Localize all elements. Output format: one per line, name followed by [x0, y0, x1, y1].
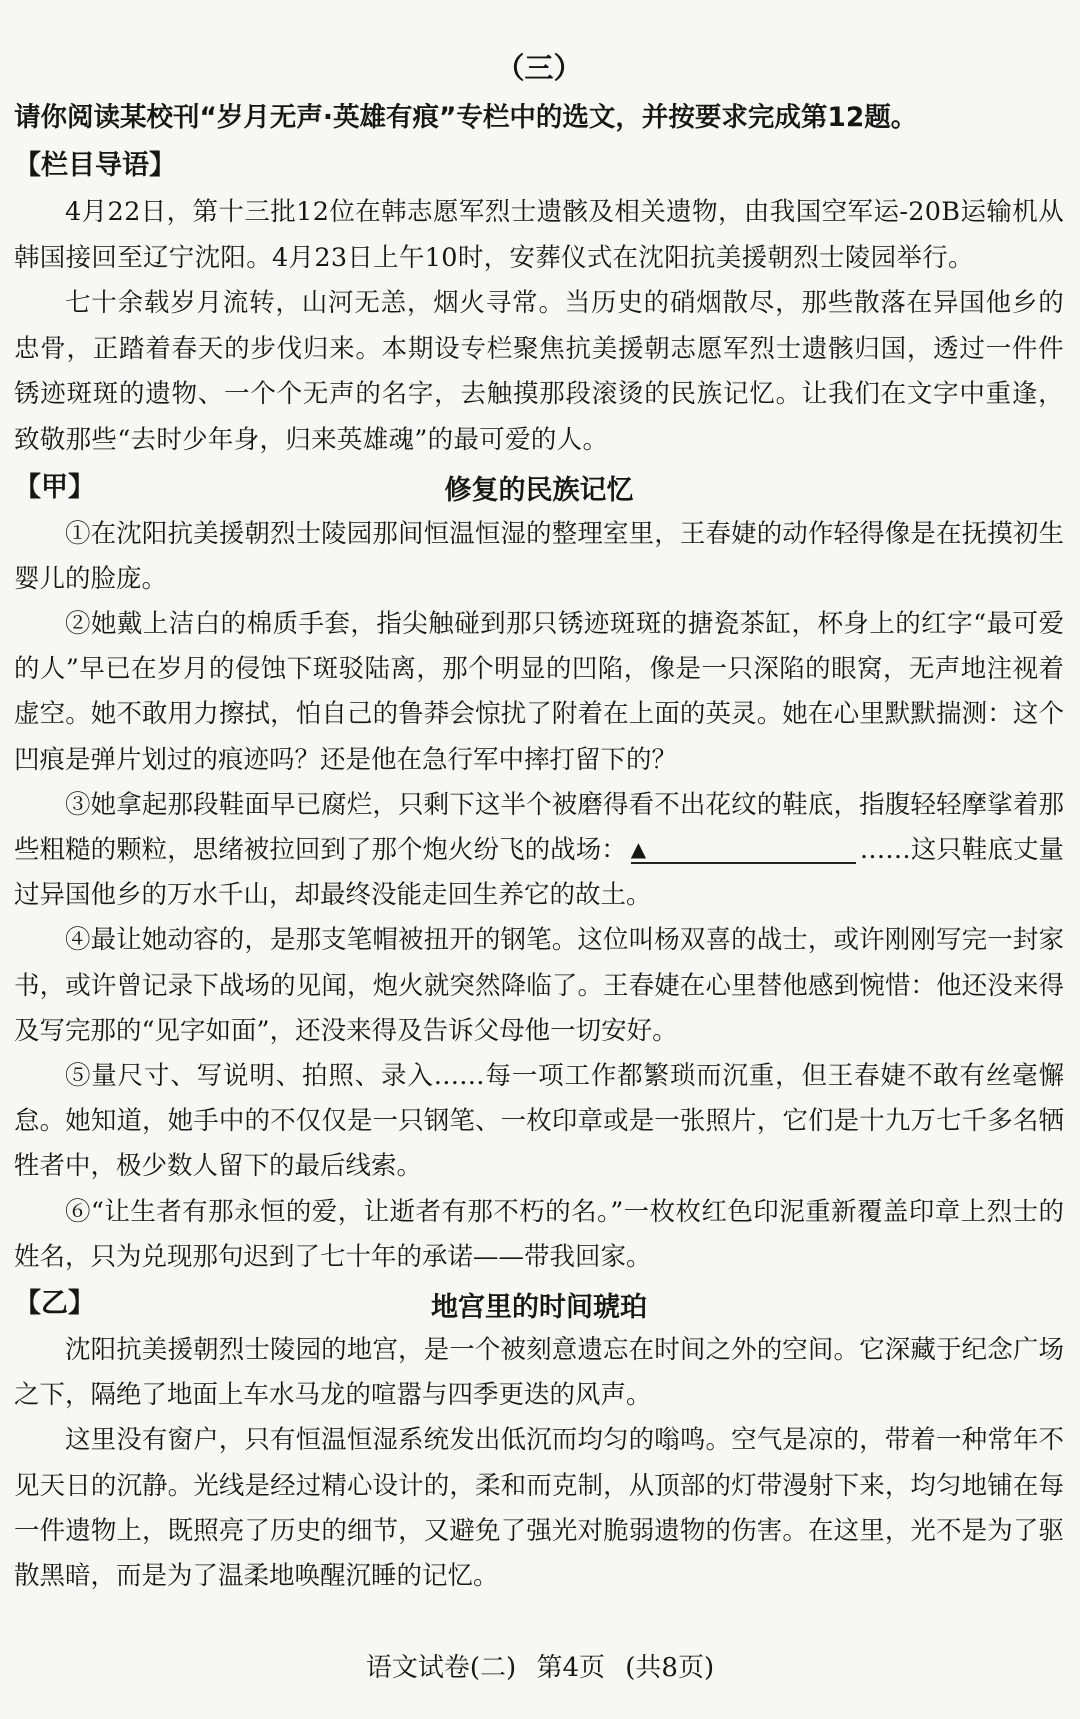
text-a-label: 【甲】: [14, 471, 95, 503]
text-b-paragraph-1: 沈阳抗美援朝烈士陵园的地宫，是一个被刻意遗忘在时间之外的空间。它深藏于纪念广场之下，隔绝了地面上车水马龙的喧嚣与四季更迭的风声。: [14, 1335, 1064, 1411]
text-a-paragraph-3: [14, 783, 1064, 919]
text-b-label: 【乙】: [14, 1288, 95, 1320]
footer-subject: 语文试卷(二): [365, 1653, 517, 1683]
text-a-paragraph-4: ④最让她动容的，是那支笔帽被扭开的钢笔。这位叫杨双喜的战士，或许刚刚写完一封家书，或许曾记录下战场的见闻，炮火就突然降临了。王春婕在心里替他感到惋惜：他还没来得及写完那的“见字如面”，还没来得及告诉父母他一切安好。: [14, 925, 1064, 1046]
text-a-paragraph-6: ⑥“让生者有那永恒的爱，让逝者有那不朽的名。”一枚枚红色印泥重新覆盖印章上烈士的姓名，只为兑现那句迟到了七十年的承诺——带我回家。: [14, 1196, 1064, 1272]
footer-page-total: (共8页): [625, 1653, 715, 1683]
text-a-paragraph-2: ②她戴上洁白的棉质手套，指尖触碰到那只锈迹斑斑的搪瓷茶缸，杯身上的红字“最可爱的人”早已在岁月的侵蚀下斑驳陆离，那个明显的凹陷，像是一只深陷的眼窝，无声地注视着虚空。她不敢用力擦拭，怕自己的鲁莽会惊扰了附着在上面的英灵。她在心里默默揣测：这个凹痕是弹片划过的痕迹吗？还是他在急行军中摔打留下的？: [14, 608, 1064, 775]
text-b-heading: [14, 1280, 1064, 1328]
text-a-paragraph-1: ①在沈阳抗美援朝烈士陵园那间恒温恒湿的整理室里，王春婕的动作轻得像是在抚摸初生婴儿的脸庞。: [14, 518, 1064, 594]
section-number: （三）: [495, 51, 583, 85]
text-a-title: 修复的民族记忆: [444, 475, 634, 507]
intro-paragraph-2: 七十余载岁月流转，山河无恙，烟火寻常。当历史的硝烟散尽，那些散落在异国他乡的忠骨，正踏着春天的步伐归来。本期设专栏聚焦抗美援朝志愿军烈士遗骸归国，透过一件件锈迹斑斑的遗物、一个个无声的名字，去触摸那段滚烫的民族记忆。让我们在文字中重逢，致敬那些“去时少年身，归来英雄魂”的最可爱的人。: [14, 288, 1064, 455]
triangle-marker: ▲: [630, 836, 647, 861]
text-b-title: 地宫里的时间琥珀: [431, 1291, 647, 1323]
paragraph-3-text-before: ③她拿起那段鞋面早已腐烂，只剩下这半个被磨得看不出花纹的鞋底，指腹轻轻摩挲着那些粗糙的颗粒，思绪被拉回到了那个炮火纷飞的战场：: [14, 789, 1064, 865]
footer-page-number: 第4页: [536, 1653, 605, 1683]
reading-prompt: 请你阅读某校刊“岁月无声·英雄有痕”专栏中的选文，并按要求完成第12题。: [14, 102, 918, 133]
text-a-heading: [14, 464, 1064, 512]
intro-label: 【栏目导语】: [14, 150, 176, 181]
page-footer: [0, 1648, 1080, 1688]
paragraph-3-text-after: ……这只鞋底丈量过异国他乡的万水千山，却最终没能走回生养它的故土。: [14, 834, 1064, 911]
text-a-paragraph-5: ⑤量尺寸、写说明、拍照、录入……每一项工作都繁琐而沉重，但王春婕不敢有丝毫懈怠。她知道，她手中的不仅仅是一只钢笔、一枚印章或是一张照片，它们是十九万七千多名牺牲者中，极少数人留下的最后线索。: [14, 1061, 1064, 1182]
intro-paragraph-1: 4月22日，第十三批12位在韩志愿军烈士遗骸及相关遗物，由我国空军运-20B运输机从韩国接回至辽宁沈阳。4月23日上午10时，安葬仪式在沈阳抗美援朝烈士陵园举行。: [14, 197, 1064, 273]
text-b-paragraph-2: 这里没有窗户，只有恒温恒湿系统发出低沉而均匀的嗡鸣。空气是凉的，带着一种常年不见天日的沉静。光线是经过精心设计的，柔和而克制，从顶部的灯带漫射下来，均匀地铺在每一件遗物上，既照亮了历史的细节，又避免了强光对脆弱遗物的伤害。在这里，光不是为了驱散黑暗，而是为了温柔地唤醒沉睡的记忆。: [14, 1425, 1064, 1592]
fill-in-blank[interactable]: [631, 835, 856, 864]
